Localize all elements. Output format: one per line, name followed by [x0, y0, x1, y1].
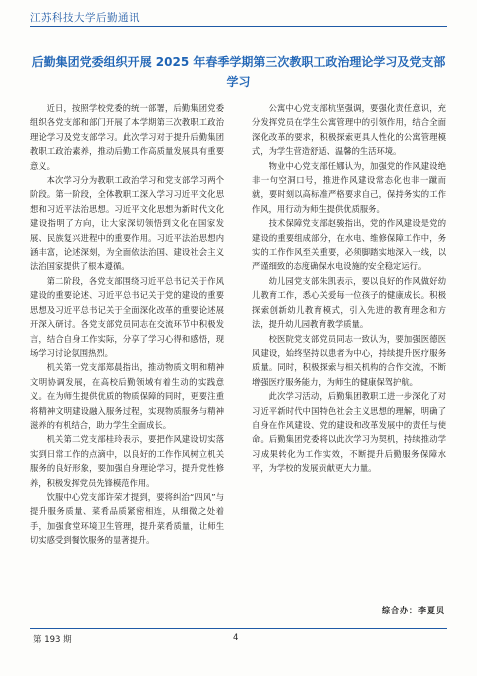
- article-column-right: [252, 101, 446, 476]
- paragraph: 本次学习分为教职工政治学习和党支部学习两个阶段。第一阶段，全体教职工深入学习习近平文化思想和习近平法治思想。习近平文化思想为新时代文化建设指明了方向，让大家深切领悟到文化在国家发展、民族复兴进程中的重要作用。习近平法治思想内涵丰富，论述深刻，为全面依法治国、建设社会主义法治国家提供了根本遵循。: [30, 175, 224, 272]
- paragraph: 校医院党支部党员同志一致认为，要加强医德医风建设，始终坚持以患者为中心，持续提升医疗服务质量。同时，积极探索与相关机构的合作交流，不断增强医疗服务能力，为师生的健康保驾护航。: [252, 333, 446, 387]
- paragraph: 机关第二党支部桂玲表示，要把作风建设切实落实到日常工作的点滴中，以良好的工作作风树立机关服务的良好形象，要加强自身理论学习，提升党性修养，积极发挥党员先锋模范作用。: [30, 434, 224, 488]
- paragraph: 技术保障党支部赵骏指出，党的作风建设是党的建设的重要组成部分，在水电、维修保障工作中，务实的工作作风至关重要，必须脚踏实地深入一线，以严谨细致的态度确保水电设施的安全稳定运行。: [252, 218, 446, 272]
- footer-rule: [30, 628, 447, 629]
- paragraph: 公寓中心党支部杭坚强调，要强化责任意识，充分发挥党员在学生公寓管理中的引领作用，结合全面深化改革的要求，积极探索更具人性化的公寓管理模式，为学生营造舒适、温馨的生活环境。: [252, 103, 446, 157]
- paragraph: 机关第一党支部郑晨指出，推动物质文明和精神文明协调发展，在高校后勤领域有着生动的实践意义。在为师生提供优质的物质保障的同时，更要注重将精神文明建设融入服务过程，实现物质服务与精神滋养的有机结合，助力学生全面成长。: [30, 362, 224, 430]
- paragraph: 饮服中心党支部许荣才提到，要将纠治“四风”与提升服务质量、菜肴品质紧密相连，从细微之处着手，加强食堂环境卫生管理，提升菜肴质量，让师生切实感受到餐饮服务的显著提升。: [30, 491, 224, 546]
- page-number: 4: [233, 633, 239, 643]
- paragraph: 第二阶段，各党支部围绕习近平总书记关于作风建设的重要论述、习近平总书记关于党的建设的重要思想及习近平总书记关于全面深化改革的重要论述展开深入研讨。各党支部党员同志在交流环节中积极发言，结合自身工作实际，分享了学习心得和感悟，现场学习讨论氛围热烈。: [30, 275, 224, 358]
- paragraph: 近日，按照学校党委的统一部署，后勤集团党委组织各党支部和部门开展了本学期第三次教职工政治理论学习及党支部学习。此次学习对于提升后勤集团教职工政治素养，推动后勤工作高质量发展具有重要意义。: [30, 103, 224, 171]
- issue-number: 第 193 期: [33, 635, 72, 645]
- paragraph: 物业中心党支部任娜认为，加强党的作风建设绝非一句空洞口号，推进作风建设常态化也非一蹴而就，要时刻以高标准严格要求自己，保持务实的工作作风，用行动为师生提供优质服务。: [252, 160, 446, 214]
- masthead: 江苏科技大学后勤通讯: [30, 12, 140, 24]
- paragraph: 此次学习活动，后勤集团教职工进一步深化了对习近平新时代中国特色社会主义思想的理解，明确了自身在作风建设、党的建设和改革发展中的责任与使命。后勤集团党委将以此次学习为契机，持续推动学习成果转化为工作实效，不断提升后勤服务保障水平，为学校的发展贡献更大力量。: [252, 391, 446, 474]
- header-rule: [30, 26, 447, 27]
- article-title: 后勤集团党委组织开展 2025 年春季学期第三次教职工政治理论学习及党支部学习: [31, 55, 446, 89]
- article-column-left: [30, 101, 224, 548]
- paragraph: 幼儿园党支部朱凯表示，要以良好的作风做好幼儿教育工作，悉心关爱每一位孩子的健康成长。积极探索创新幼儿教育模式，引入先进的教育理念和方法，提升幼儿园教育教学质量。: [252, 275, 446, 330]
- author-credit: 综合办：李夏贝: [382, 606, 445, 615]
